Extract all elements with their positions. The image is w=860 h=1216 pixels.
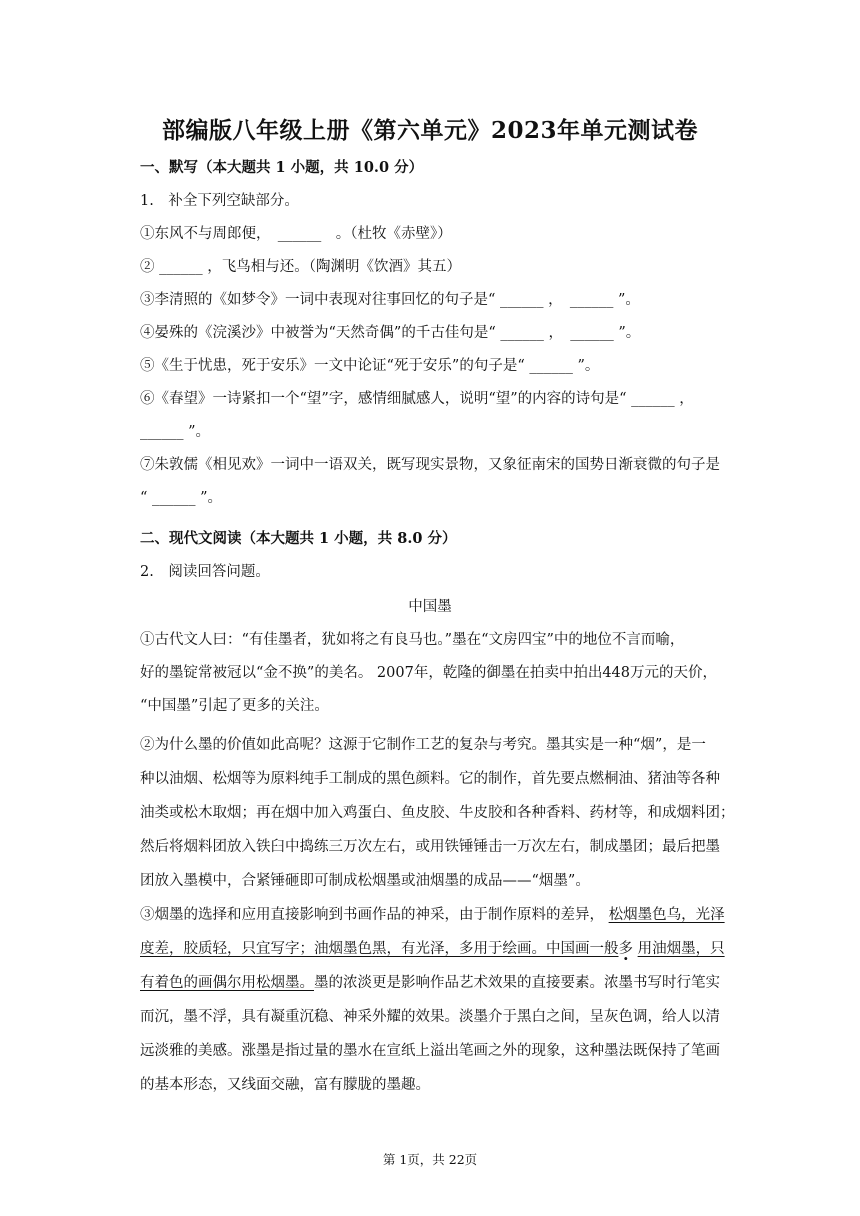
paragraph-3-text: ③烟墨的选择和应用直接影响到书画作品的神采，由于制作原料的差异， bbox=[140, 907, 604, 923]
paragraph-2-line-5: 团放入墨模中，合紧锤砸即可制成松烟墨或油烟墨的成品——“烟墨”。 bbox=[140, 873, 590, 889]
paragraph-2-line-3: 油类或松木取烟；再在烟中加入鸡蛋白、鱼皮胶、牛皮胶和各种香料、药材等，和成烟料团； bbox=[140, 805, 735, 821]
page-footer: 第 1页，共 22页 bbox=[382, 1152, 478, 1167]
paragraph-3-line-1 bbox=[140, 905, 750, 925]
underlined-text: 度差，胶质轻，只宜写字；油烟墨色黑，有光泽，多用于绘画。中国画一般 bbox=[140, 941, 619, 957]
question-1-line-4: ④晏殊的《浣溪沙》中被誉为“天然奇偶”的千古佳句是“ ______ ， ______ ”。 bbox=[140, 325, 641, 341]
question-1-line-3: ③李清照的《如梦令》一词中表现对往事回忆的句子是“ ______ ， ______ ”。 bbox=[140, 292, 640, 308]
paragraph-1-line-1: ①古代文人曰：“有佳墨者，犹如将之有良马也。”墨在“文房四宝”中的地位不言而喻， bbox=[140, 632, 685, 648]
section-heading-2: 二、现代文阅读（本大题共 1 小题，共 8.0 分） bbox=[140, 530, 457, 547]
paragraph-3-line-3 bbox=[140, 973, 750, 993]
paragraph-1-line-2: 好的墨锭常被冠以“金不换”的美名。 2007年，乾隆的御墨在拍卖中拍出448万元的天价， bbox=[140, 665, 718, 681]
question-1-line-1: ①东风不与周郎便， ______ 。（杜牧《赤壁》） bbox=[140, 226, 452, 242]
paragraph-3-text: 墨的浓淡更是影响作品艺术效果的直接要素。浓墨书写时行笔实 bbox=[314, 975, 720, 991]
passage-title: 中国墨 bbox=[408, 599, 452, 615]
page-title: 部编版八年级上册《第六单元》2023年单元测试卷 bbox=[161, 117, 698, 144]
underlined-text: 用油烟墨，只 bbox=[637, 941, 725, 957]
underlined-text: 松烟墨色乌，光泽 bbox=[608, 907, 725, 923]
section-heading-1: 一、默写（本大题共 1 小题，共 10.0 分） bbox=[140, 159, 424, 176]
question-1-prompt: 1. 补全下列空缺部分。 bbox=[140, 193, 299, 209]
question-1-line-6b: ______ ”。 bbox=[140, 424, 211, 440]
paragraph-2-line-1: ②为什么墨的价值如此高呢？这源于它制作工艺的复杂与考究。墨其实是一种“烟”，是一 bbox=[140, 737, 706, 753]
paragraph-3-line-2 bbox=[140, 939, 750, 959]
paragraph-1-line-3: “中国墨”引起了更多的关注。 bbox=[140, 698, 329, 714]
emphasis-dotted-char: 多 bbox=[618, 941, 633, 957]
question-1-line-2: ② ______ ，飞鸟相与还。（陶渊明《饮酒》其五） bbox=[140, 259, 461, 275]
question-1-line-5: ⑤《生于忧患，死于安乐》一文中论证“死于安乐”的句子是“ ______ ”。 bbox=[140, 358, 600, 374]
question-2-prompt: 2. 阅读回答问题。 bbox=[140, 564, 270, 580]
paragraph-2-line-2: 种以油烟、松烟等为原料纯手工制成的黑色颜料。它的制作，首先要点燃桐油、猪油等各种 bbox=[140, 771, 720, 787]
paragraph-3-line-6: 的基本形态，又线面交融，富有朦胧的墨趣。 bbox=[140, 1077, 430, 1093]
question-1-line-7a: ⑦朱敦儒《相见欢》一词中一语双关，既写现实景物，又象征南宋的国势日渐衰微的句子是 bbox=[140, 457, 720, 473]
paragraph-2-line-4: 然后将烟料团放入铁臼中捣练三万次左右，或用铁锤锤击一万次左右，制成墨团；最后把墨 bbox=[140, 839, 720, 855]
question-1-line-6a: ⑥《春望》一诗紧扣一个“望”字，感情细腻感人，说明“望”的内容的诗句是“ ______ ， bbox=[140, 391, 694, 407]
paragraph-3-line-4: 而沉，墨不浮，具有凝重沉稳、神采外耀的效果。淡墨介于黑白之间，呈灰色调，给人以清 bbox=[140, 1009, 720, 1025]
paragraph-3-line-5: 远淡雅的美感。涨墨是指过量的墨水在宣纸上溢出笔画之外的现象，这种墨法既保持了笔画 bbox=[140, 1043, 720, 1059]
underlined-text: 有着色的画偶尔用松烟墨。 bbox=[140, 975, 314, 991]
question-1-line-7b: “ ______ ”。 bbox=[140, 490, 223, 506]
